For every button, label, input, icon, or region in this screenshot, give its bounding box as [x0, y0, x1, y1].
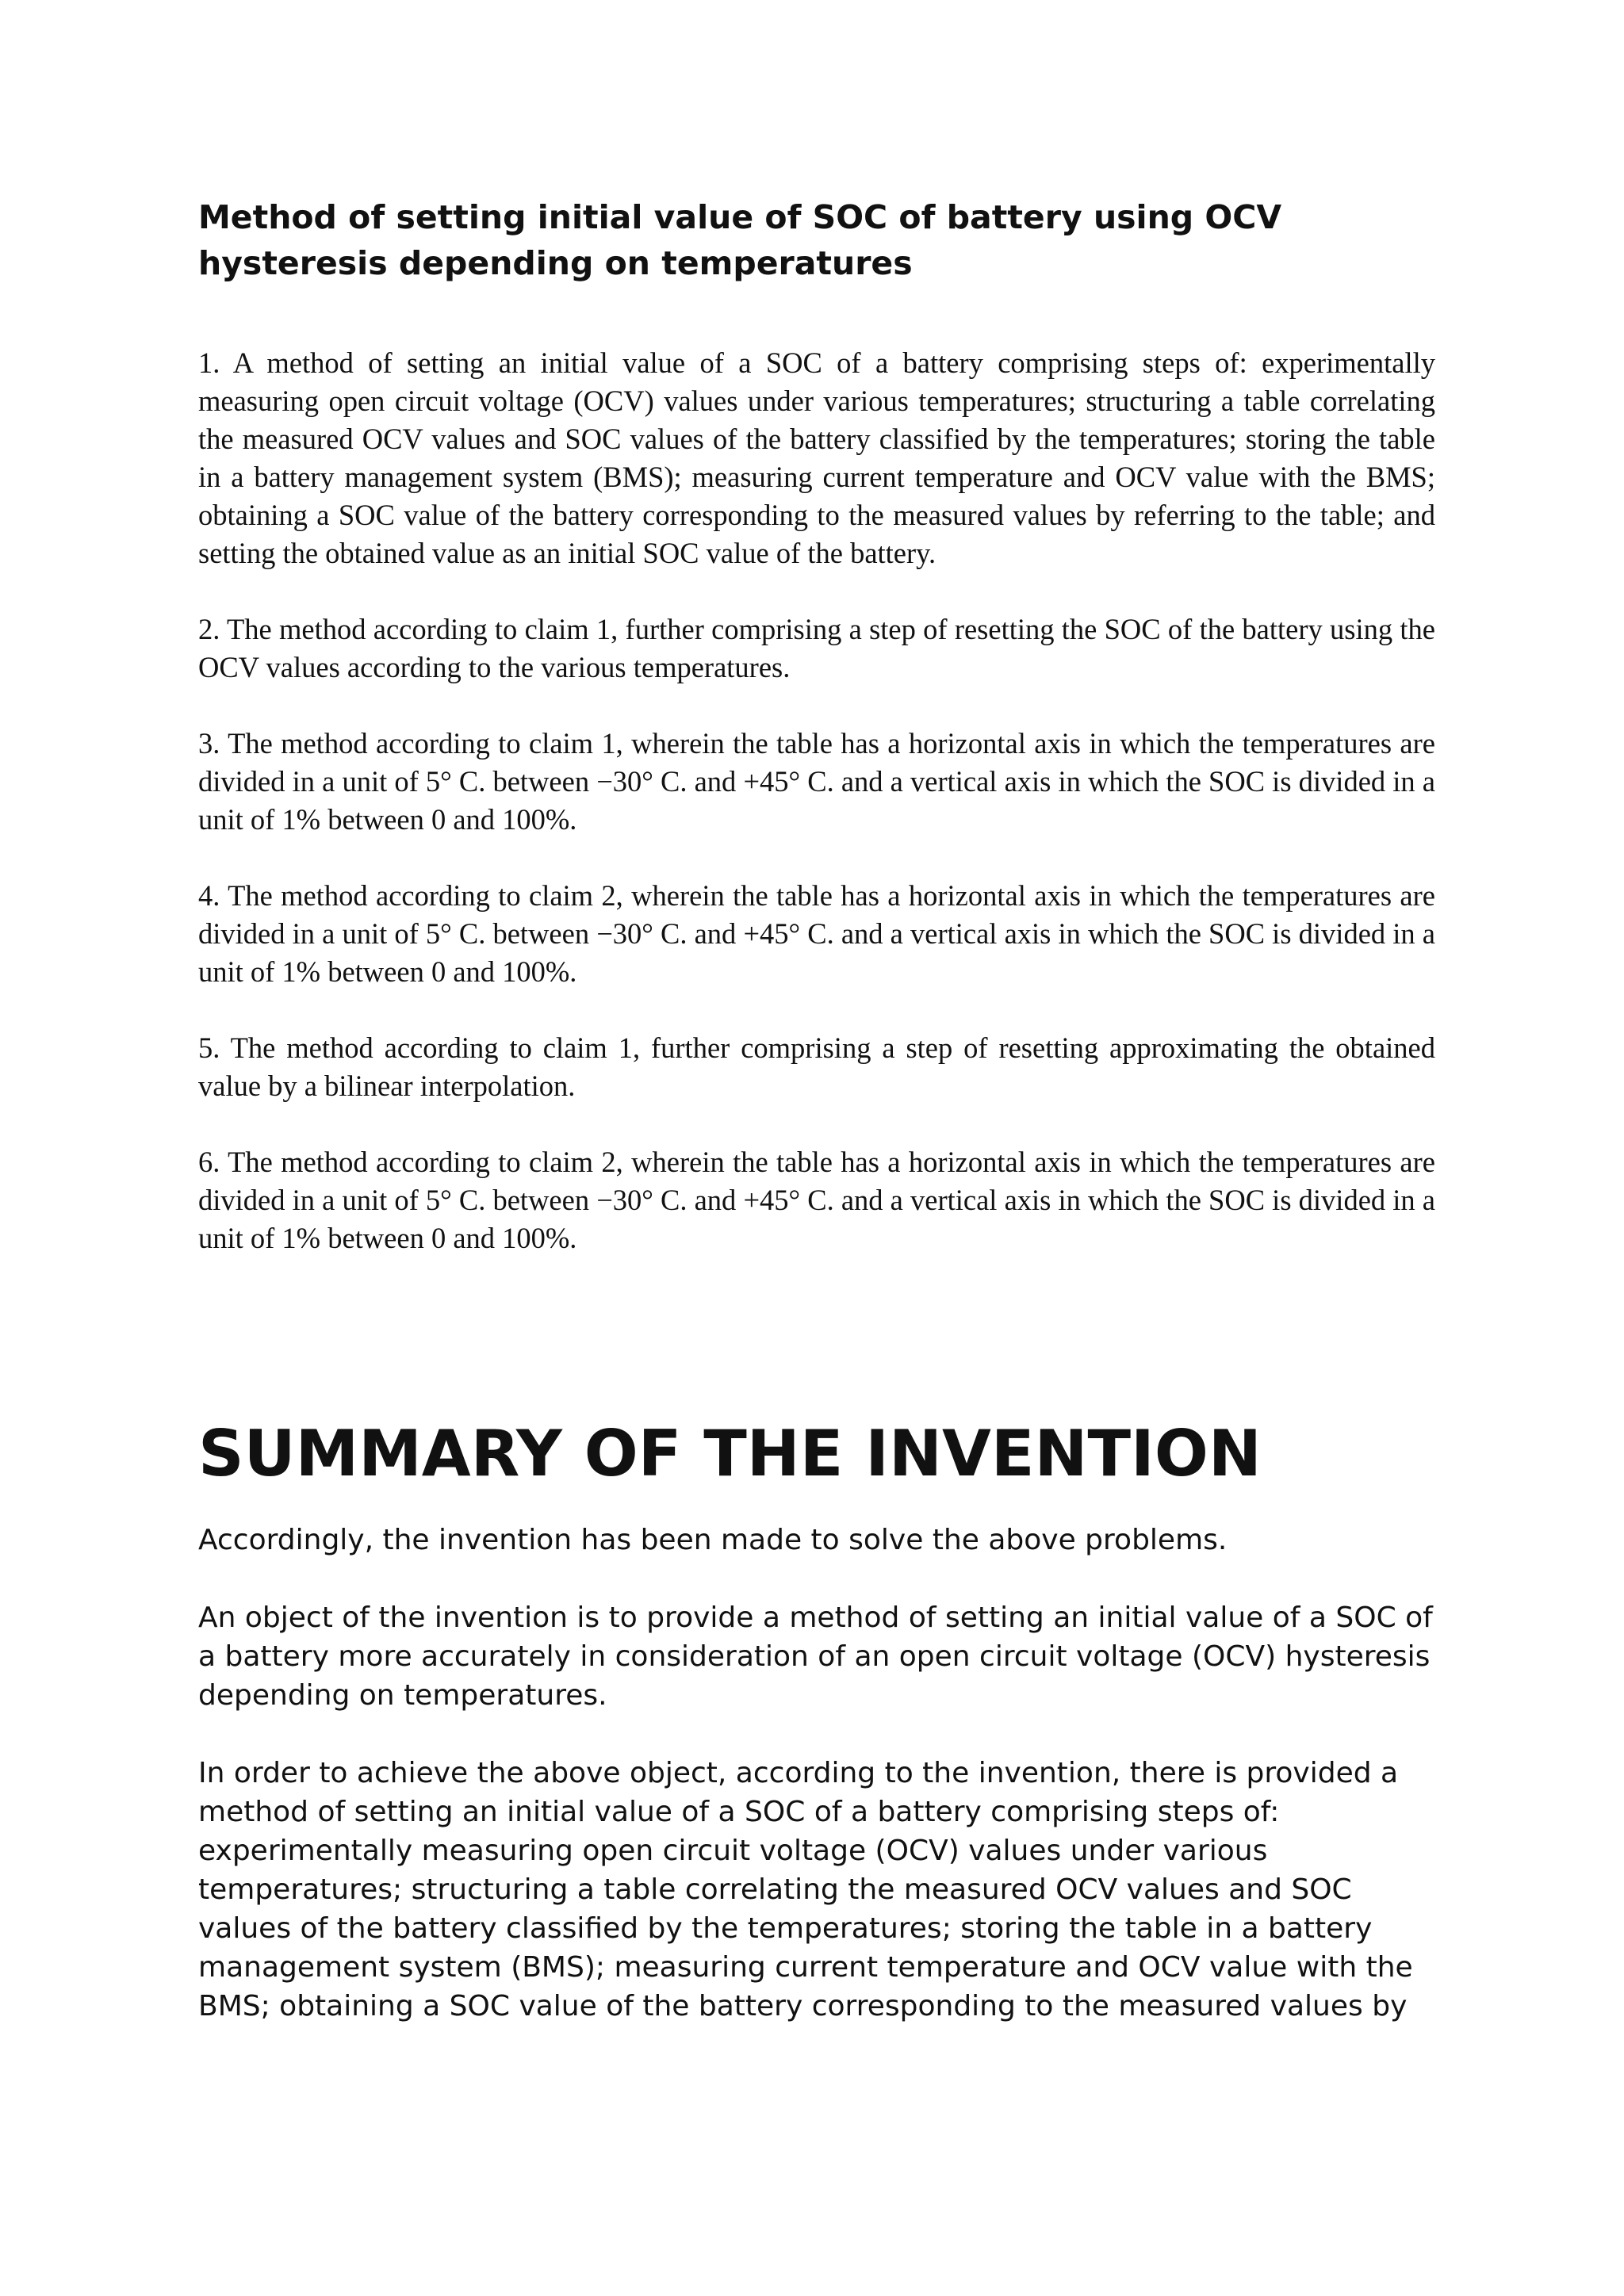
- claim-4: 4. The method according to claim 2, wherein the table has a horizontal axis in which the temperatures are divided in a unit of 5° C. between −30° C. and +45° C. and a vertical axis in which the SOC is divided in a unit of 1% between 0 and 100%.: [198, 879, 1435, 988]
- claims-section: [198, 344, 1435, 1257]
- document-title: Method of setting initial value of SOC of battery using OCV hysteresis depending on temperatures: [198, 198, 1282, 282]
- claim-3: 3. The method according to claim 1, wherein the table has a horizontal axis in which the temperatures are divided in a unit of 5° C. between −30° C. and +45° C. and a vertical axis in which the SOC is divided in a unit of 1% between 0 and 100%.: [198, 727, 1435, 836]
- claim-5: 5. The method according to claim 1, further comprising a step of resetting approximating the obtained value by a bilinear interpolation.: [198, 1031, 1435, 1102]
- claim-2: 2. The method according to claim 1, further comprising a step of resetting the SOC of the battery using the OCV values according to the various temperatures.: [198, 613, 1435, 683]
- claim-1: 1. A method of setting an initial value of a SOC of a battery comprising steps of: experimentally measuring open circuit voltage (OCV) values under various temperatures; structuring a table correlating the measured OCV values and SOC values of the battery classified by the temperatures; storing the table in a battery management system (BMS); measuring current temperature and OCV value with the BMS; obtaining a SOC value of the battery corresponding to the measured values by referring to the table; and setting the obtained value as an initial SOC value of the battery.: [198, 346, 1435, 569]
- document-page: [198, 194, 1435, 2026]
- claim-6: 6. The method according to claim 2, wherein the table has a horizontal axis in which the temperatures are divided in a unit of 5° C. between −30° C. and +45° C. and a vertical axis in which the SOC is divided in a unit of 1% between 0 and 100%.: [198, 1146, 1435, 1254]
- summary-paragraph: An object of the invention is to provide a method of setting an initial value of a SOC of a battery more accurately in consideration of an open circuit voltage (OCV) hysteresis depending on temperatures.: [198, 1601, 1433, 1712]
- summary-heading: SUMMARY OF THE INVENTION: [198, 1417, 1262, 1490]
- summary-paragraph: Accordingly, the invention has been made to solve the above problems.: [198, 1524, 1228, 1556]
- summary-paragraph: In order to achieve the above object, according to the invention, there is provided a method of setting an initial value of a SOC of a battery comprising steps of: experimentally measuring open circuit voltage (OCV) values under various temperatures; structuring a table correlating the measured OCV values and SOC values of the battery classified by the temperatures; storing the table in a battery management system (BMS); measuring current temperature and OCV value with the BMS; obtaining a SOC value of the battery corresponding to the measured values by: [198, 1757, 1413, 2022]
